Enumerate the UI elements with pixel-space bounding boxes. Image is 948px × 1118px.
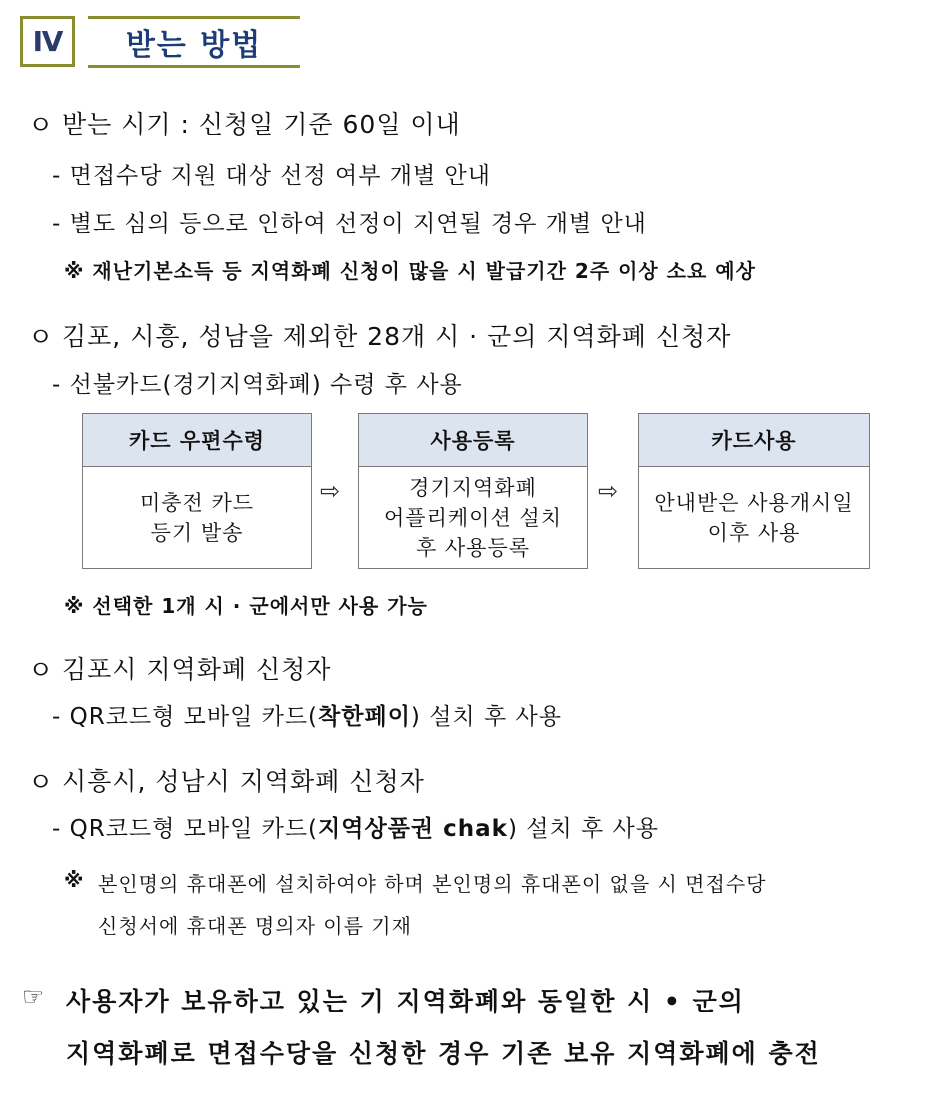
flow-step-line: 등기 발송: [150, 521, 244, 545]
section1-item-1: - 면접수당 지원 대상 선정 여부 개별 안내: [52, 163, 491, 189]
bullet-circle: ㅇ: [28, 111, 54, 141]
section1-item-2: - 별도 심의 등으로 인하여 선정이 지연될 경우 개별 안내: [52, 211, 647, 237]
item-prefix: - QR코드형 모바일 카드(: [52, 704, 319, 730]
section2-note: ※ 선택한 1개 시 · 군에서만 사용 가능: [64, 594, 428, 618]
pointing-hand-icon: ☞: [22, 982, 47, 1011]
flow-step-line: 이후 사용: [707, 521, 801, 545]
right-arrow-icon: ⇨: [320, 477, 341, 505]
bullet-circle: ㅇ: [28, 768, 54, 798]
section-number: Ⅳ: [20, 16, 75, 67]
bullet-circle: ㅇ: [28, 656, 54, 686]
flow-step-title: 사용등록: [359, 414, 587, 467]
flow-step-title: 카드사용: [639, 414, 869, 467]
section1-note: ※ 재난기본소득 등 지역화폐 신청이 많을 시 발급기간 2주 이상 소요 예상: [64, 259, 756, 283]
receipt-timing-value: 신청일 기준 60일 이내: [198, 110, 461, 139]
final-note-line-2: 지역화폐로 면접수당을 신청한 경우 기존 보유 지역화폐에 충전: [66, 1039, 821, 1068]
section-title: 받는 방법: [88, 16, 300, 68]
receipt-timing-label: 받는 시기 :: [62, 110, 199, 139]
flow-step-line: 미충전 카드: [139, 491, 255, 515]
section4-heading: 시흥시, 성남시 지역화폐 신청자: [62, 767, 425, 796]
flow-step-mail: [82, 413, 312, 569]
section4-item: [52, 810, 659, 843]
flow-step-line: 후 사용등록: [415, 536, 531, 560]
section4-note-line-1: 본인명의 휴대폰에 설치하여야 하며 본인명의 휴대폰이 없을 시 면접수당: [98, 872, 767, 896]
section3-item: [52, 698, 562, 731]
flow-step-line: 안내받은 사용개시일: [654, 491, 854, 515]
flow-step-register: [358, 413, 588, 569]
note-mark: ※: [64, 868, 85, 892]
flow-step-use: [638, 413, 870, 569]
final-note-line-1: 사용자가 보유하고 있는 기 지역화폐와 동일한 시 • 군의: [66, 987, 745, 1016]
item-suffix: ) 설치 후 사용: [410, 704, 562, 730]
section3-heading: 김포시 지역화폐 신청자: [62, 655, 332, 684]
section1-line: [62, 105, 461, 141]
section4-note-line-2: 신청서에 휴대폰 명의자 이름 기재: [98, 914, 412, 938]
section2-heading: 김포, 시흥, 성남을 제외한 28개 시 · 군의 지역화폐 신청자: [62, 322, 732, 351]
section2-item: - 선불카드(경기지역화폐) 수령 후 사용: [52, 372, 463, 398]
flow-step-line: 어플리케이션 설치: [384, 506, 562, 530]
mobile-card-name: 지역상품권 chak: [318, 816, 508, 842]
flow-step-line: 경기지역화폐: [409, 476, 537, 500]
item-suffix: ) 설치 후 사용: [507, 816, 659, 842]
right-arrow-icon: ⇨: [598, 477, 619, 505]
flow-step-title: 카드 우편수령: [83, 414, 311, 467]
bullet-circle: ㅇ: [28, 323, 54, 353]
mobile-card-name: 착한페이: [318, 704, 411, 730]
item-prefix: - QR코드형 모바일 카드(: [52, 816, 319, 842]
